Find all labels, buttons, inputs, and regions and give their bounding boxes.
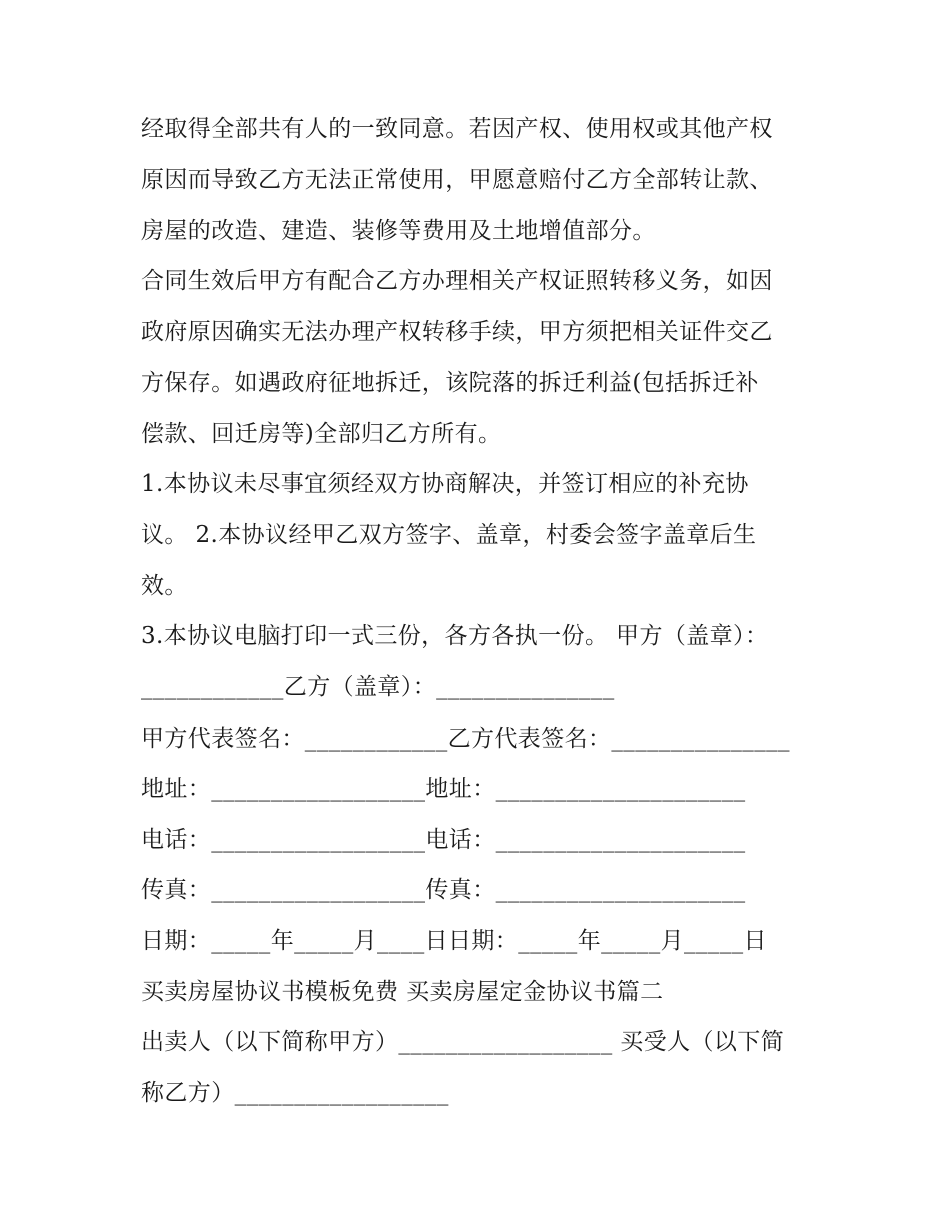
text-line: 地址：__________________地址：_____________________ (141, 776, 746, 802)
text-line: 房屋的改造、建造、装修等费用及土地增值部分。 (141, 218, 656, 244)
text-line: 偿款、回迁房等)全部归乙方所有。 (141, 421, 502, 447)
text-line: 日期：_____年_____月____日日期：_____年_____月_____日 (141, 928, 767, 954)
text-line: 原因而导致乙方无法正常使用，甲愿意赔付乙方全部转让款、 (141, 167, 773, 193)
text-line: 经取得全部共有人的一致同意。若因产权、使用权或其他产权 (141, 116, 773, 142)
text-line: 出卖人（以下简称甲方）__________________ 买受人（以下简 (141, 1029, 785, 1055)
text-line: 3.本协议电脑打印一式三份，各方各执一份。 甲方（盖章）： (141, 623, 769, 649)
text-line: 传真：__________________传真：_____________________ (141, 877, 746, 903)
text-line: 效。 (141, 573, 188, 599)
text-line: 1.本协议未尽事宜须经双方协商解决，并签订相应的补充协 (141, 471, 749, 497)
text-line: 方保存。如遇政府征地拆迁，该院落的拆迁利益(包括拆迁补 (141, 370, 759, 396)
text-line: 电话：__________________电话：_____________________ (141, 827, 746, 853)
text-line: 买卖房屋协议书模板免费 买卖房屋定金协议书篇二 (141, 979, 664, 1005)
text-line: ____________乙方（盖章）：_______________ (141, 674, 615, 700)
text-line: 政府原因确实无法办理产权转移手续，甲方须把相关证件交乙 (141, 319, 773, 345)
text-line: 合同生效后甲方有配合乙方办理相关产权证照转移义务，如因 (141, 268, 773, 294)
text-line: 称乙方）__________________ (141, 1080, 449, 1106)
text-line: 甲方代表签名：____________乙方代表签名：_______________ (141, 726, 790, 752)
text-line: 议。 2.本协议经甲乙双方签字、盖章，村委会签字盖章后生 (141, 522, 757, 548)
